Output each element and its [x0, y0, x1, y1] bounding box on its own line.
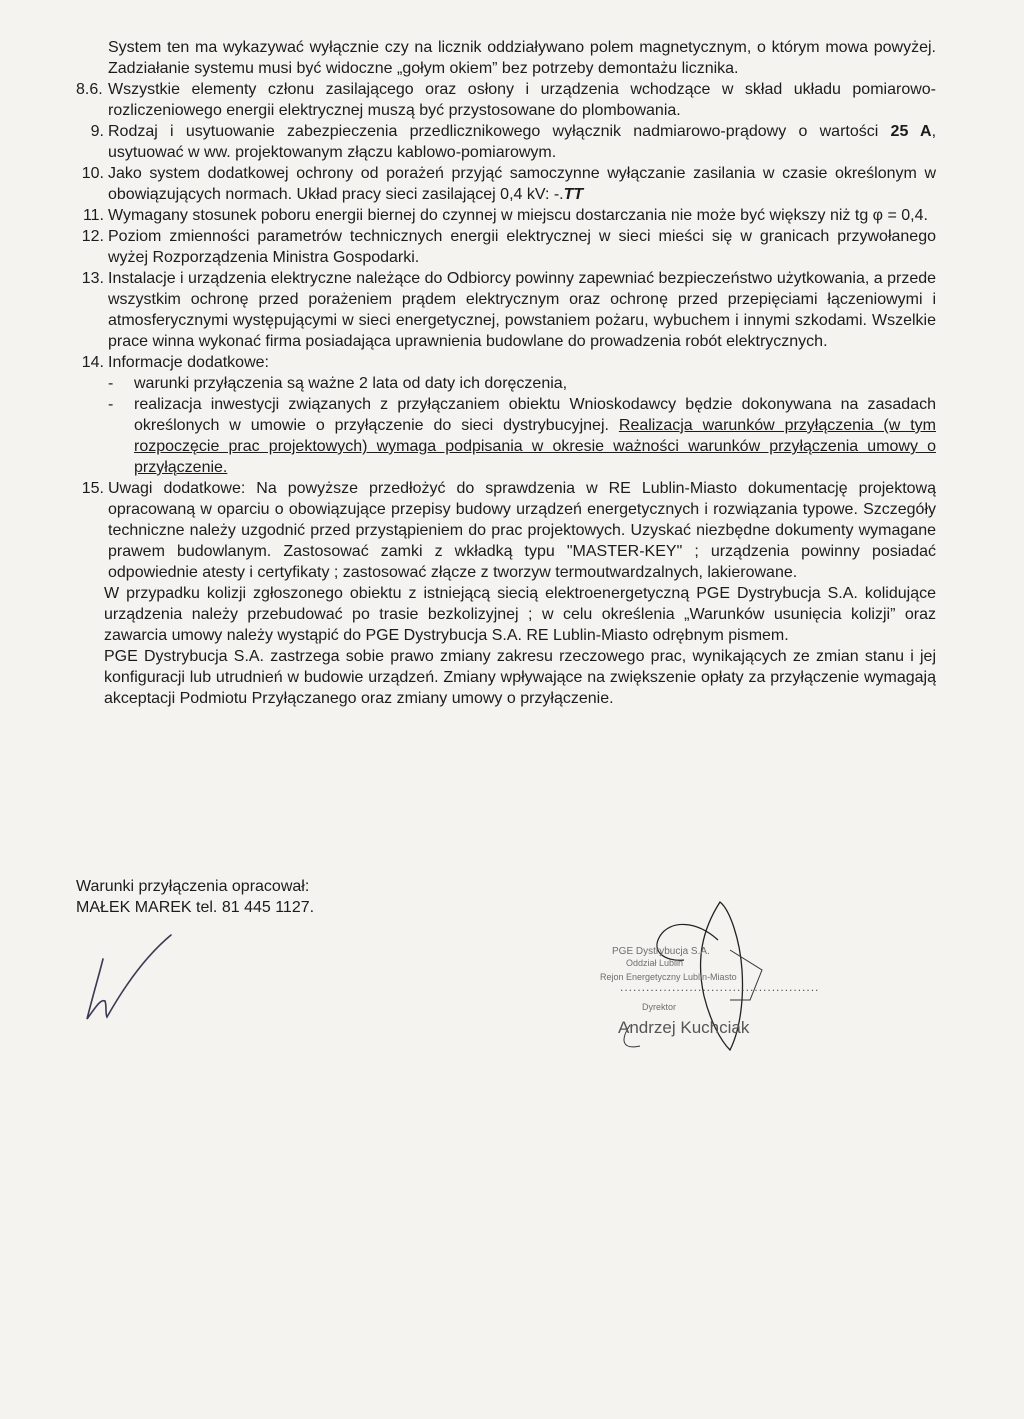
stamp-company: PGE Dystrybucja S.A.: [612, 946, 710, 957]
list-item-text-part: realizacja inwestycji związanych z przyłączaniem obiektu Wnioskodawcy będzie dokonywana na zasadach określonych w umowie o przyłączenie do sieci dystrybucyjnej.: [134, 396, 936, 434]
official-stamp: [600, 900, 840, 1060]
item-10: [76, 163, 936, 205]
stamp-dotted-line: ..............................................: [620, 980, 820, 994]
intro-paragraph: System ten ma wykazywać wyłącznie czy na licznik oddziaływano polem magnetycznym, o którym mowa powyżej. Zadziałanie systemu musi być widoczne „gołym okiem” bez potrzeby demontażu licznika.: [108, 39, 936, 77]
dash-marker: -: [108, 396, 114, 413]
prepared-by-name: MAŁEK MAREK tel. 81 445 1127.: [76, 899, 315, 916]
item-15: [76, 478, 936, 583]
item-heading: Informacje dodatkowe:: [108, 354, 269, 371]
dash-marker: -: [108, 375, 114, 392]
item-number: 11.: [82, 207, 104, 224]
prepared-by: [76, 876, 314, 918]
item-11: [76, 205, 936, 226]
list-item-text: warunki przyłączenia są ważne 2 lata od daty ich doręczenia,: [134, 375, 568, 392]
item-text-part: Rodzaj i usytuowanie zabezpieczenia przedlicznikowego wyłącznik nadmiarowo-prądowy o wartości: [108, 123, 891, 140]
underlined-notice: Realizacja warunków przyłączenia (w tym rozpoczęcie prac projektowych) wymaga podpisania w okresie ważności warunków przyłączenia umowy o przyłączenie.: [134, 417, 937, 476]
item-text: [108, 163, 936, 205]
stamp-branch: Oddział Lublin: [626, 958, 684, 968]
stamp-title: Dyrektor: [642, 1002, 677, 1012]
list-item: [108, 394, 936, 478]
item-number: 12.: [81, 228, 104, 245]
document-body: [76, 37, 936, 709]
fuse-rating: 25 A: [890, 123, 932, 140]
item-number: 14.: [81, 354, 104, 371]
stamp-region: Rejon Energetyczny Lublin-Miasto: [600, 972, 737, 982]
item-text: Instalacje i urządzenia elektryczne należące do Odbiorcy powinny zapewniać bezpieczeństwo użytkowania, a przede wszystkim ochronę przed porażeniem prądem elektrycznym oraz ochronę przed przepięciami łączeniowymi i atmosferycznymi występującymi w sieci energetycznej, powstaniem pożaru, wybuchem i innymi szkodami. Wszelkie prace winna wykonać firma posiadająca uprawnienia budowlane do prowadzenia robót elektrycznych.: [108, 270, 937, 350]
item-9: [76, 121, 936, 163]
prepared-by-label: Warunki przyłączenia opracował:: [76, 878, 310, 895]
item-8-6: [76, 79, 936, 121]
item-body: [108, 352, 936, 478]
handwritten-signature: [85, 925, 185, 1025]
item-14: [76, 352, 936, 478]
info-list: [108, 373, 936, 478]
list-item: [108, 373, 936, 394]
item-13: [76, 268, 936, 352]
item-text: Uwagi dodatkowe: Na powyższe przedłożyć do sprawdzenia w RE Lublin-Miasto dokumentację projektową opracowaną w oparciu o obowiązujące przepisy budowy urządzeń energetycznych i rozwiązania typowe. Szczegóły techniczne należy uzgodnić przed przystąpieniem do prac projektowych. Uzyskać niezbędne dokumenty wymagane prawem budowlanym. Zastosować zamki z wkładką typu "MASTER-KEY" ; urządzenia powinny posiadać odpowiednie atesty i certyfikaty ; zastosować złącze z tworzyw termoutwardzalnych, lakierowane.: [108, 480, 936, 581]
item-text: Poziom zmienności parametrów technicznych energii elektrycznej w sieci mieści się w granicach przywołanego wyżej Rozporządzenia Ministra Gospodarki.: [108, 228, 936, 266]
item-number: 9.: [90, 123, 104, 140]
item-text-part: Jako system dodatkowej ochrony od porażeń przyjąć samoczynne wyłączanie zasilania w czasie określonym w obowiązujących normach. Układ pracy sieci zasilającej 0,4 kV: -.: [108, 165, 936, 203]
item-12: [76, 226, 936, 268]
item-text-part: , usytuować w ww. projektowanym złączu kablowo-pomiarowym.: [108, 123, 937, 161]
reservation-paragraph: PGE Dystrybucja S.A. zastrzega sobie prawo zmiany zakresu rzeczowego prac, wynikających ze zmian stanu i jej konfiguracji lub utrudnień w budowie urządzeń. Zmiany wpływające na zwiększenie opłaty za przyłączenie wymagają akceptacji Podmiotu Przyłączanego oraz zmiany umowy o przyłączenie.: [104, 648, 936, 707]
list-item-text: [134, 394, 936, 478]
item-number: 8.6.: [76, 81, 103, 98]
item-number: 15.: [81, 480, 104, 497]
item-text: Wymagany stosunek poboru energii biernej do czynnej w miejscu dostarczania nie może być większy niż tg φ = 0,4.: [108, 207, 928, 224]
item-number: 13.: [81, 270, 104, 287]
network-type: TT: [563, 186, 584, 203]
item-text: [108, 121, 936, 163]
item-text: Wszystkie elementy członu zasilającego oraz osłony i urządzenia wchodzące w skład układu pomiarowo-rozliczeniowego energii elektrycznej muszą być przystosowane do plombowania.: [108, 81, 936, 119]
stamp-name: Andrzej Kuchciak: [618, 1018, 750, 1037]
item-number: 10.: [81, 165, 104, 182]
collision-paragraph: W przypadku kolizji zgłoszonego obiektu z istniejącą siecią elektroenergetyczną PGE Dystrybucja S.A. kolidujące urządzenia należy przebudować po trasie bezkolizyjnej ; w celu określenia „Warunków usunięcia kolizji” oraz zawarcia umowy należy wystąpić do PGE Dystrybucja S.A. RE Lublin-Miasto odrębnym pismem.: [104, 585, 936, 644]
